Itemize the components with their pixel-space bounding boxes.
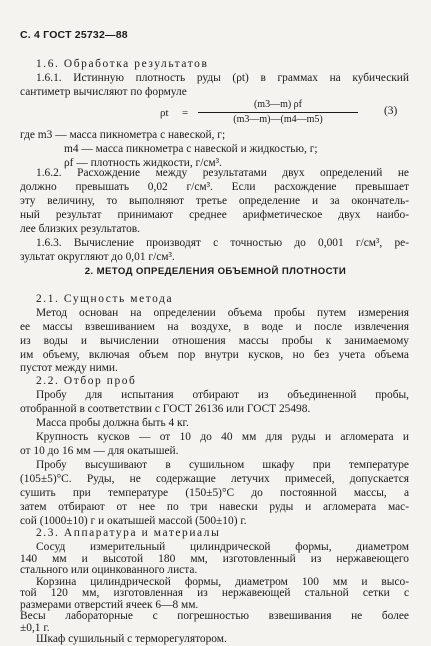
formula-denominator: (m3—m)—(m4—m5) [233,114,323,125]
section-title-results: 1.6. Обработка результатов [36,58,209,70]
formula-numerator: (m3—m) ρf [253,99,303,110]
paragraph-line: 140 мм и высотой 180 мм, изготовленный из нержавеющего [20,552,409,565]
paragraph-line: Шкаф сушильный с терморегулятором. [36,633,227,645]
paragraph-line: сой (1000±10) г и окатышей массой (500±10) г. [20,515,247,527]
paragraph-line: размерами отверстий ячеек 6—8 мм. [20,598,199,611]
paragraph-line: лее близких результатов. [20,223,141,235]
paragraph-line: Метод основан на определении объема пробы путем измерения [36,307,409,319]
legend-line: m4 — масса пикнометра с навеской и жидкостью, г; [64,143,318,155]
density-formula [160,99,360,129]
paragraph-line: затем отбирают от нее по три навески руды и агломерата мас- [20,501,409,513]
paragraph-line: от 10 до 16 мм — для окатышей. [20,445,179,457]
legend-line: ρf — плотность жидкости, г/см³. [64,157,222,169]
paragraph-line: стального или оцинкованного листа. [20,564,198,576]
paragraph-line: (105±5)°С. Руды, не содержащие летучих примесей, допускается [20,473,409,485]
paragraph-line: пустот между ними. [20,362,118,374]
paragraph-line: 1.6.1. Истинную плотность руды (ρt) в граммах на кубический [36,72,409,84]
paragraph-line: сушить при температуре (150±5)°С до постоянной массы, а [20,487,409,499]
paragraph-line: Крупность кусков — от 10 до 40 мм для руды и агломерата и [36,431,409,443]
paragraph-line: 1.6.2. Расхождение между результатами двух определений не [36,167,409,179]
paragraph-line: им объему, включая объем пор внутри кусков, но без учета объема [20,349,409,361]
section-heading: 2. МЕТОД ОПРЕДЕЛЕНИЯ ОБЪЕМНОЙ ПЛОТНОСТИ [84,266,347,277]
subsection-title: 2.3. Аппаратура и материалы [36,527,221,539]
formula-lhs: ρt [160,107,169,119]
paragraph-line: эту величину, то выполняют третье определение и за окончатель- [20,195,409,207]
paragraph-line: ный результат принимают среднее арифметическое двух наибо- [20,209,409,221]
subsection-title: 2.2. Отбор проб [36,375,137,387]
paragraph-line: Сосуд измерительный цилиндрической формы, диаметром [36,541,409,553]
paragraph-line: из воды и вычислении отношения массы пробы к занимаемому [20,335,409,347]
paragraph-line: той 120 мм, изготовленная из нержавеющей стальной сетки с [20,587,409,599]
paragraph-line: Пробу для испытания отбирают из объединенной пробы, [36,389,409,401]
paragraph-line: должно превышать 0,02 г/см³. Если расхождение превышает [20,181,409,193]
subsection-title: 2.1. Сущность метода [36,293,174,305]
paragraph-line: ±0,1 г. [20,621,50,634]
page-header: С. 4 ГОСТ 25732—88 [20,29,128,41]
paragraph-line: Масса пробы должна быть 4 кг. [36,417,189,429]
paragraph-line: сантиметр вычисляют по формуле [20,86,187,98]
paragraph-line: ее массы взвешиванием на воздухе, в воде и после извлечения [20,321,409,333]
fraction-bar [198,112,358,113]
paragraph-line: Пробу высушивают в сушильном шкафу при температуре [36,459,409,471]
legend-line: где m3 — масса пикнометра с навеской, г; [20,129,226,141]
paragraph-line: зультат округляют до 0,01 г/см³. [20,251,175,263]
paragraph-line: отобранной в соответствии с ГОСТ 26136 или ГОСТ 25498. [20,403,311,415]
paragraph-line: Весы лабораторные с погрешностью взвешивания не более [20,610,409,622]
equation-number: (3) [384,105,398,117]
formula-equals: = [182,107,189,119]
paragraph-line: Корзина цилиндрической формы, диаметром 100 мм и высо- [36,575,409,588]
paragraph-line: 1.6.3. Вычисление производят с точностью до 0,001 г/см³, ре- [36,237,409,249]
